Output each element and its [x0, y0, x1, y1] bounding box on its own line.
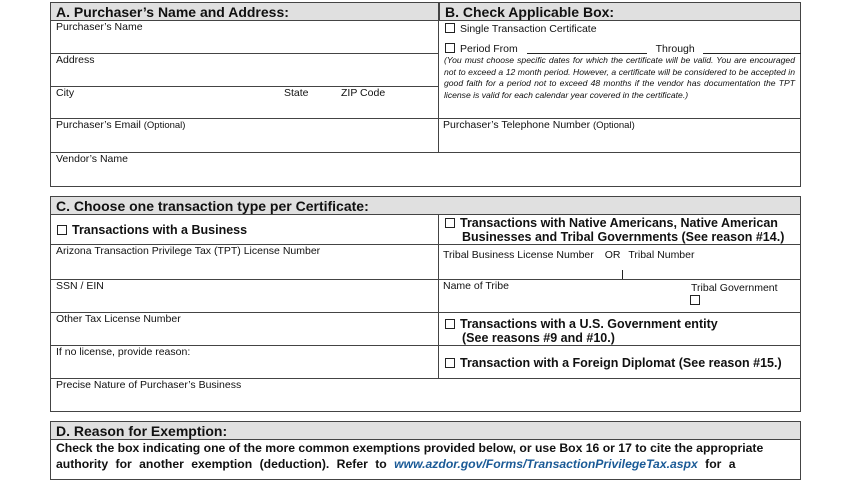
- period-from-input[interactable]: [527, 44, 647, 54]
- tpt-license-field[interactable]: [50, 245, 439, 280]
- period-through-input[interactable]: [703, 44, 801, 54]
- period-option[interactable]: Period From Through: [445, 43, 801, 55]
- tick-mark: [622, 270, 623, 279]
- section-c-header: C. Choose one transaction type per Certificate:: [50, 196, 801, 215]
- instructions-line-1: Check the box indicating one of the more common exemptions provided below, or use Box 16 or 17 to cite the appropriate: [56, 441, 764, 455]
- section-d-header: D. Reason for Exemption:: [50, 421, 801, 440]
- purchaser-name-label: Purchaser’s Name: [56, 21, 143, 33]
- tribe-name-label: Name of Tribe: [443, 280, 509, 292]
- exemption-instructions: [50, 440, 801, 480]
- vendor-name-label: Vendor’s Name: [56, 153, 128, 165]
- city-label: City: [56, 87, 75, 99]
- email-optional: (Optional): [143, 120, 186, 131]
- phone-optional: (Optional): [593, 120, 635, 131]
- checkbox-icon[interactable]: [57, 225, 67, 235]
- checkbox-icon[interactable]: [445, 23, 455, 33]
- business-option-row: [50, 215, 439, 245]
- checkbox-icon[interactable]: [445, 43, 455, 53]
- tribal-license-field[interactable]: [439, 245, 801, 280]
- forms-link[interactable]: www.azdor.gov/Forms/TransactionPrivilegeTax.aspx: [394, 457, 698, 471]
- native-option[interactable]: Transactions with Native Americans, Native American Businesses and Tribal Governments (See reason #14.): [445, 216, 784, 244]
- native-option-row: [439, 215, 801, 245]
- business-nature-field[interactable]: [50, 379, 801, 412]
- tribal-government-label: Tribal Government: [691, 282, 778, 294]
- tribal-government-checkbox[interactable]: [690, 295, 700, 305]
- address-field[interactable]: [50, 54, 439, 87]
- instructions-line-2: authority for another exemption (deduction). Refer to www.azdor.gov/Forms/TransactionPrivilegeTax.aspx for a: [56, 457, 736, 471]
- usgov-option[interactable]: Transactions with a U.S. Government entity (See reasons #9 and #10.): [445, 317, 718, 345]
- diplomat-option-row: [439, 346, 801, 379]
- ssn-field[interactable]: [50, 280, 439, 313]
- phone-field[interactable]: [439, 119, 801, 153]
- business-option[interactable]: Transactions with a Business: [57, 223, 247, 237]
- checkbox-icon[interactable]: [445, 319, 455, 329]
- no-license-label: If no license, provide reason:: [56, 346, 191, 358]
- tribal-license-label: Tribal Business License Number: [443, 249, 594, 261]
- usgov-option-row: [439, 313, 801, 346]
- tpt-license-label: Arizona Transaction Privilege Tax (TPT) License Number: [56, 245, 321, 257]
- diplomat-option[interactable]: Transaction with a Foreign Diplomat (See reason #15.): [445, 356, 782, 370]
- email-field[interactable]: [50, 119, 439, 153]
- city-state-zip-field[interactable]: [50, 87, 439, 119]
- state-label: State: [284, 87, 309, 99]
- phone-label: Purchaser’s Telephone Number: [443, 119, 591, 131]
- purchaser-name-field[interactable]: [50, 21, 439, 54]
- tribe-name-field[interactable]: [439, 280, 801, 313]
- checkbox-icon[interactable]: [445, 358, 455, 368]
- tribal-number-label: Tribal Number: [628, 249, 695, 261]
- address-label: Address: [56, 54, 95, 66]
- business-nature-label: Precise Nature of Purchaser’s Business: [56, 379, 242, 391]
- email-label: Purchaser’s Email: [56, 119, 141, 131]
- period-box: [439, 21, 801, 119]
- ssn-label: SSN / EIN: [56, 280, 104, 292]
- other-license-field[interactable]: [50, 313, 439, 346]
- section-a-header: A. Purchaser’s Name and Address:: [50, 2, 439, 21]
- single-transaction-option[interactable]: Single Transaction Certificate: [445, 23, 597, 35]
- period-note: (You must choose specific dates for which the certificate will be valid. You are encouraged not to exceed a 12 month period. However, a certificate will be considered to be accepted in good faith for a period not to exceed 48 months if the vendor has documentation the TPT license is valid for each calendar year covered in the certificate.): [444, 55, 795, 100]
- no-license-reason-field[interactable]: [50, 346, 439, 379]
- vendor-name-field[interactable]: [50, 153, 801, 187]
- zip-label: ZIP Code: [341, 87, 386, 99]
- checkbox-icon[interactable]: [445, 218, 455, 228]
- or-label: OR: [604, 249, 621, 261]
- section-b-header: B. Check Applicable Box:: [439, 2, 801, 21]
- other-license-label: Other Tax License Number: [56, 313, 181, 325]
